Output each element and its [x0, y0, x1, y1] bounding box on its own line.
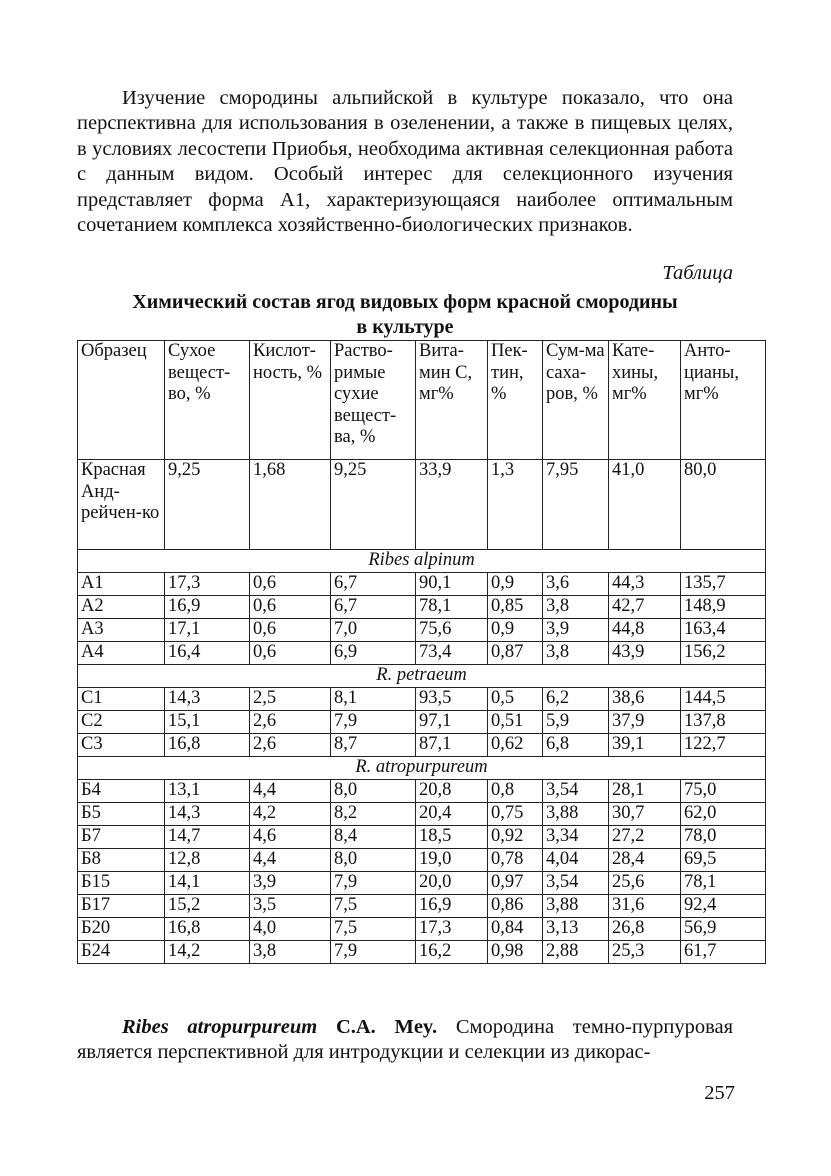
- table-cell: А1: [78, 573, 165, 596]
- table-cell: 163,4: [681, 619, 766, 642]
- species-group-label: Ribes alpinum: [78, 550, 766, 573]
- table-cell: 15,2: [165, 895, 250, 918]
- table-cell: 0,9: [488, 573, 543, 596]
- species-group-row: [78, 550, 766, 573]
- table-cell: 0,92: [488, 826, 543, 849]
- table-row: [78, 642, 766, 665]
- table-cell: Б15: [78, 872, 165, 895]
- table-cell: 8,4: [331, 826, 416, 849]
- table-cell: 6,2: [543, 688, 609, 711]
- table-cell: Красная Анд-рейчен-ко: [78, 460, 165, 550]
- table-cell: 28,1: [609, 780, 681, 803]
- table-cell: С2: [78, 711, 165, 734]
- table-cell: 80,0: [681, 460, 766, 550]
- table-header: [78, 341, 766, 460]
- table-cell: 4,4: [250, 780, 331, 803]
- table-cell: 3,6: [543, 573, 609, 596]
- table-cell: Б7: [78, 826, 165, 849]
- table-cell: 0,75: [488, 803, 543, 826]
- closing-text: Смородина темно-пурпуровая является перспективной для интродукции и селекции из дикорас-: [77, 1016, 734, 1064]
- table-cell: 2,6: [250, 734, 331, 757]
- table-cell: 4,04: [543, 849, 609, 872]
- table-cell: 14,7: [165, 826, 250, 849]
- table-cell: 61,7: [681, 941, 766, 964]
- chemical-composition-table: [77, 340, 766, 964]
- table-row: [78, 895, 766, 918]
- table-cell: 3,54: [543, 872, 609, 895]
- table-cell: 0,87: [488, 642, 543, 665]
- table-cell: 69,5: [681, 849, 766, 872]
- table-cell: 42,7: [609, 596, 681, 619]
- table-cell: 26,8: [609, 918, 681, 941]
- table-cell: 93,5: [416, 688, 488, 711]
- table-cell: 17,3: [165, 573, 250, 596]
- table-cell: А3: [78, 619, 165, 642]
- table-cell: 3,88: [543, 803, 609, 826]
- table-cell: Б17: [78, 895, 165, 918]
- table-cell: 3,34: [543, 826, 609, 849]
- table-cell: 15,1: [165, 711, 250, 734]
- table-cell: 78,1: [416, 596, 488, 619]
- table-title-line1: Химический состав ягод видовых форм красной смородины: [132, 291, 678, 313]
- table-cell: 9,25: [165, 460, 250, 550]
- table-cell: 20,0: [416, 872, 488, 895]
- table-cell: 3,54: [543, 780, 609, 803]
- header-cell: Сухое вещест-во, %: [165, 341, 250, 460]
- page-number: 257: [704, 1082, 735, 1104]
- table-cell: 62,0: [681, 803, 766, 826]
- table-cell: 122,7: [681, 734, 766, 757]
- header-row: [78, 341, 766, 460]
- intro-paragraph: Изучение смородины альпийской в культуре показало, что она перспективна для использования в озеленении, а также в пищевых целях, в условиях лесостепи Приобья, необходима активная селекционная работа с данным видом. Особый интерес для селекционного изучения представляет форма А1, характеризующаяся наиболее оптимальным сочетанием комплекса хозяйственно-биологических признаков.: [77, 87, 733, 237]
- species-group-row: [78, 757, 766, 780]
- table-cell: 14,1: [165, 872, 250, 895]
- table-cell: 7,9: [331, 941, 416, 964]
- table-cell: 7,5: [331, 895, 416, 918]
- species-author: С.А. Mey.: [335, 1016, 438, 1038]
- table-cell: 73,4: [416, 642, 488, 665]
- table-cell: 78,1: [681, 872, 766, 895]
- header-cell: Образец: [78, 341, 165, 460]
- table-cell: 1,3: [488, 460, 543, 550]
- table-cell: 28,4: [609, 849, 681, 872]
- table-cell: 56,9: [681, 918, 766, 941]
- table-cell: 18,5: [416, 826, 488, 849]
- table-row: [78, 826, 766, 849]
- table-cell: 5,9: [543, 711, 609, 734]
- table-cell: 156,2: [681, 642, 766, 665]
- header-cell: Сум-ма саха-ров, %: [543, 341, 609, 460]
- table-cell: 20,4: [416, 803, 488, 826]
- table-cell: 0,8: [488, 780, 543, 803]
- table-cell: 4,0: [250, 918, 331, 941]
- table-row: [78, 872, 766, 895]
- table-cell: 4,6: [250, 826, 331, 849]
- species-name: [122, 1016, 437, 1038]
- table-cell: Б24: [78, 941, 165, 964]
- header-cell: Раство-римые сухие вещест-ва, %: [331, 341, 416, 460]
- table-cell: 8,1: [331, 688, 416, 711]
- table-cell: 12,8: [165, 849, 250, 872]
- table-row: [78, 734, 766, 757]
- table-cell: 33,9: [416, 460, 488, 550]
- table-cell: С1: [78, 688, 165, 711]
- table-cell: 97,1: [416, 711, 488, 734]
- header-cell: Пек-тин, %: [488, 341, 543, 460]
- table-cell: 31,6: [609, 895, 681, 918]
- table-cell: 0,84: [488, 918, 543, 941]
- table-cell: 0,62: [488, 734, 543, 757]
- table-row: [78, 688, 766, 711]
- table-cell: 0,78: [488, 849, 543, 872]
- table-cell: 148,9: [681, 596, 766, 619]
- table-cell: 0,6: [250, 619, 331, 642]
- table-cell: 37,9: [609, 711, 681, 734]
- table-cell: Б20: [78, 918, 165, 941]
- table-cell: 16,2: [416, 941, 488, 964]
- table-cell: Б4: [78, 780, 165, 803]
- table-cell: 44,8: [609, 619, 681, 642]
- table-cell: 144,5: [681, 688, 766, 711]
- table-cell: 6,8: [543, 734, 609, 757]
- table-cell: Б5: [78, 803, 165, 826]
- table-cell: 0,9: [488, 619, 543, 642]
- table-cell: 7,95: [543, 460, 609, 550]
- species-latin-name: Ribes atropurpureum: [122, 1016, 318, 1038]
- table-cell: С3: [78, 734, 165, 757]
- table-row: [78, 803, 766, 826]
- header-cell: Кате-хины, мг%: [609, 341, 681, 460]
- table-cell: 8,0: [331, 780, 416, 803]
- table-cell: 0,86: [488, 895, 543, 918]
- species-group-label: R. petraeum: [78, 665, 766, 688]
- table-cell: 3,88: [543, 895, 609, 918]
- table-cell: 43,9: [609, 642, 681, 665]
- table-cell: 3,9: [543, 619, 609, 642]
- table-row: [78, 619, 766, 642]
- table-cell: 3,5: [250, 895, 331, 918]
- table-cell: 87,1: [416, 734, 488, 757]
- header-cell: Анто-цианы, мг%: [681, 341, 766, 460]
- table-row: [78, 941, 766, 964]
- table-title-line2: в культуре: [356, 316, 454, 338]
- table-cell: 2,5: [250, 688, 331, 711]
- table-cell: Б8: [78, 849, 165, 872]
- table-cell: 3,8: [250, 941, 331, 964]
- species-group-label: R. atropurpureum: [78, 757, 766, 780]
- table-cell: 6,7: [331, 573, 416, 596]
- table-row: [78, 711, 766, 734]
- table-cell: 8,7: [331, 734, 416, 757]
- table-cell: 41,0: [609, 460, 681, 550]
- table-cell: 6,7: [331, 596, 416, 619]
- table-cell: 0,98: [488, 941, 543, 964]
- table-cell: 14,3: [165, 803, 250, 826]
- table-cell: 8,0: [331, 849, 416, 872]
- table-cell: 3,8: [543, 642, 609, 665]
- table-cell: 3,8: [543, 596, 609, 619]
- table-cell: 13,1: [165, 780, 250, 803]
- table-cell: 3,9: [250, 872, 331, 895]
- table-cell: 30,7: [609, 803, 681, 826]
- table-cell: 7,0: [331, 619, 416, 642]
- table-cell: 0,5: [488, 688, 543, 711]
- table-cell: 16,4: [165, 642, 250, 665]
- table-cell: 3,13: [543, 918, 609, 941]
- table-cell: 6,9: [331, 642, 416, 665]
- table-cell: 38,6: [609, 688, 681, 711]
- table-cell: 2,88: [543, 941, 609, 964]
- table-cell: 16,9: [165, 596, 250, 619]
- table-cell: 17,1: [165, 619, 250, 642]
- table-row: [78, 596, 766, 619]
- table-cell: 75,0: [681, 780, 766, 803]
- table-cell: 7,9: [331, 711, 416, 734]
- closing-paragraph: [77, 1015, 733, 1066]
- table-cell: А2: [78, 596, 165, 619]
- table-cell: 17,3: [416, 918, 488, 941]
- table-cell: 20,8: [416, 780, 488, 803]
- table-cell: 0,85: [488, 596, 543, 619]
- table-cell: 90,1: [416, 573, 488, 596]
- table-body: [78, 460, 766, 964]
- table-cell: 25,3: [609, 941, 681, 964]
- table-cell: 0,97: [488, 872, 543, 895]
- table-cell: 16,8: [165, 918, 250, 941]
- species-group-row: [78, 665, 766, 688]
- table-row: [78, 573, 766, 596]
- table-cell: 16,8: [165, 734, 250, 757]
- table-cell: А4: [78, 642, 165, 665]
- table-cell: 7,5: [331, 918, 416, 941]
- table-cell: 0,6: [250, 573, 331, 596]
- header-cell: Вита-мин С, мг%: [416, 341, 488, 460]
- table-row: [78, 780, 766, 803]
- table-cell: 9,25: [331, 460, 416, 550]
- table-row: [78, 460, 766, 550]
- table-cell: 135,7: [681, 573, 766, 596]
- table-label: Таблица: [662, 262, 733, 284]
- table-cell: 137,8: [681, 711, 766, 734]
- table-cell: 78,0: [681, 826, 766, 849]
- table-cell: 14,3: [165, 688, 250, 711]
- table-cell: 92,4: [681, 895, 766, 918]
- table-cell: 4,4: [250, 849, 331, 872]
- header-cell: Кислот-ность, %: [250, 341, 331, 460]
- table-cell: 7,9: [331, 872, 416, 895]
- table-cell: 75,6: [416, 619, 488, 642]
- table-cell: 25,6: [609, 872, 681, 895]
- table-cell: 2,6: [250, 711, 331, 734]
- table-row: [78, 918, 766, 941]
- table-cell: 39,1: [609, 734, 681, 757]
- table-title: [77, 290, 733, 340]
- table-cell: 0,6: [250, 596, 331, 619]
- table-cell: 1,68: [250, 460, 331, 550]
- table-cell: 16,9: [416, 895, 488, 918]
- table-cell: 0,51: [488, 711, 543, 734]
- table-cell: 19,0: [416, 849, 488, 872]
- table-cell: 4,2: [250, 803, 331, 826]
- table-row: [78, 849, 766, 872]
- table-cell: 44,3: [609, 573, 681, 596]
- table-cell: 0,6: [250, 642, 331, 665]
- table-cell: 27,2: [609, 826, 681, 849]
- table-cell: 8,2: [331, 803, 416, 826]
- table-cell: 14,2: [165, 941, 250, 964]
